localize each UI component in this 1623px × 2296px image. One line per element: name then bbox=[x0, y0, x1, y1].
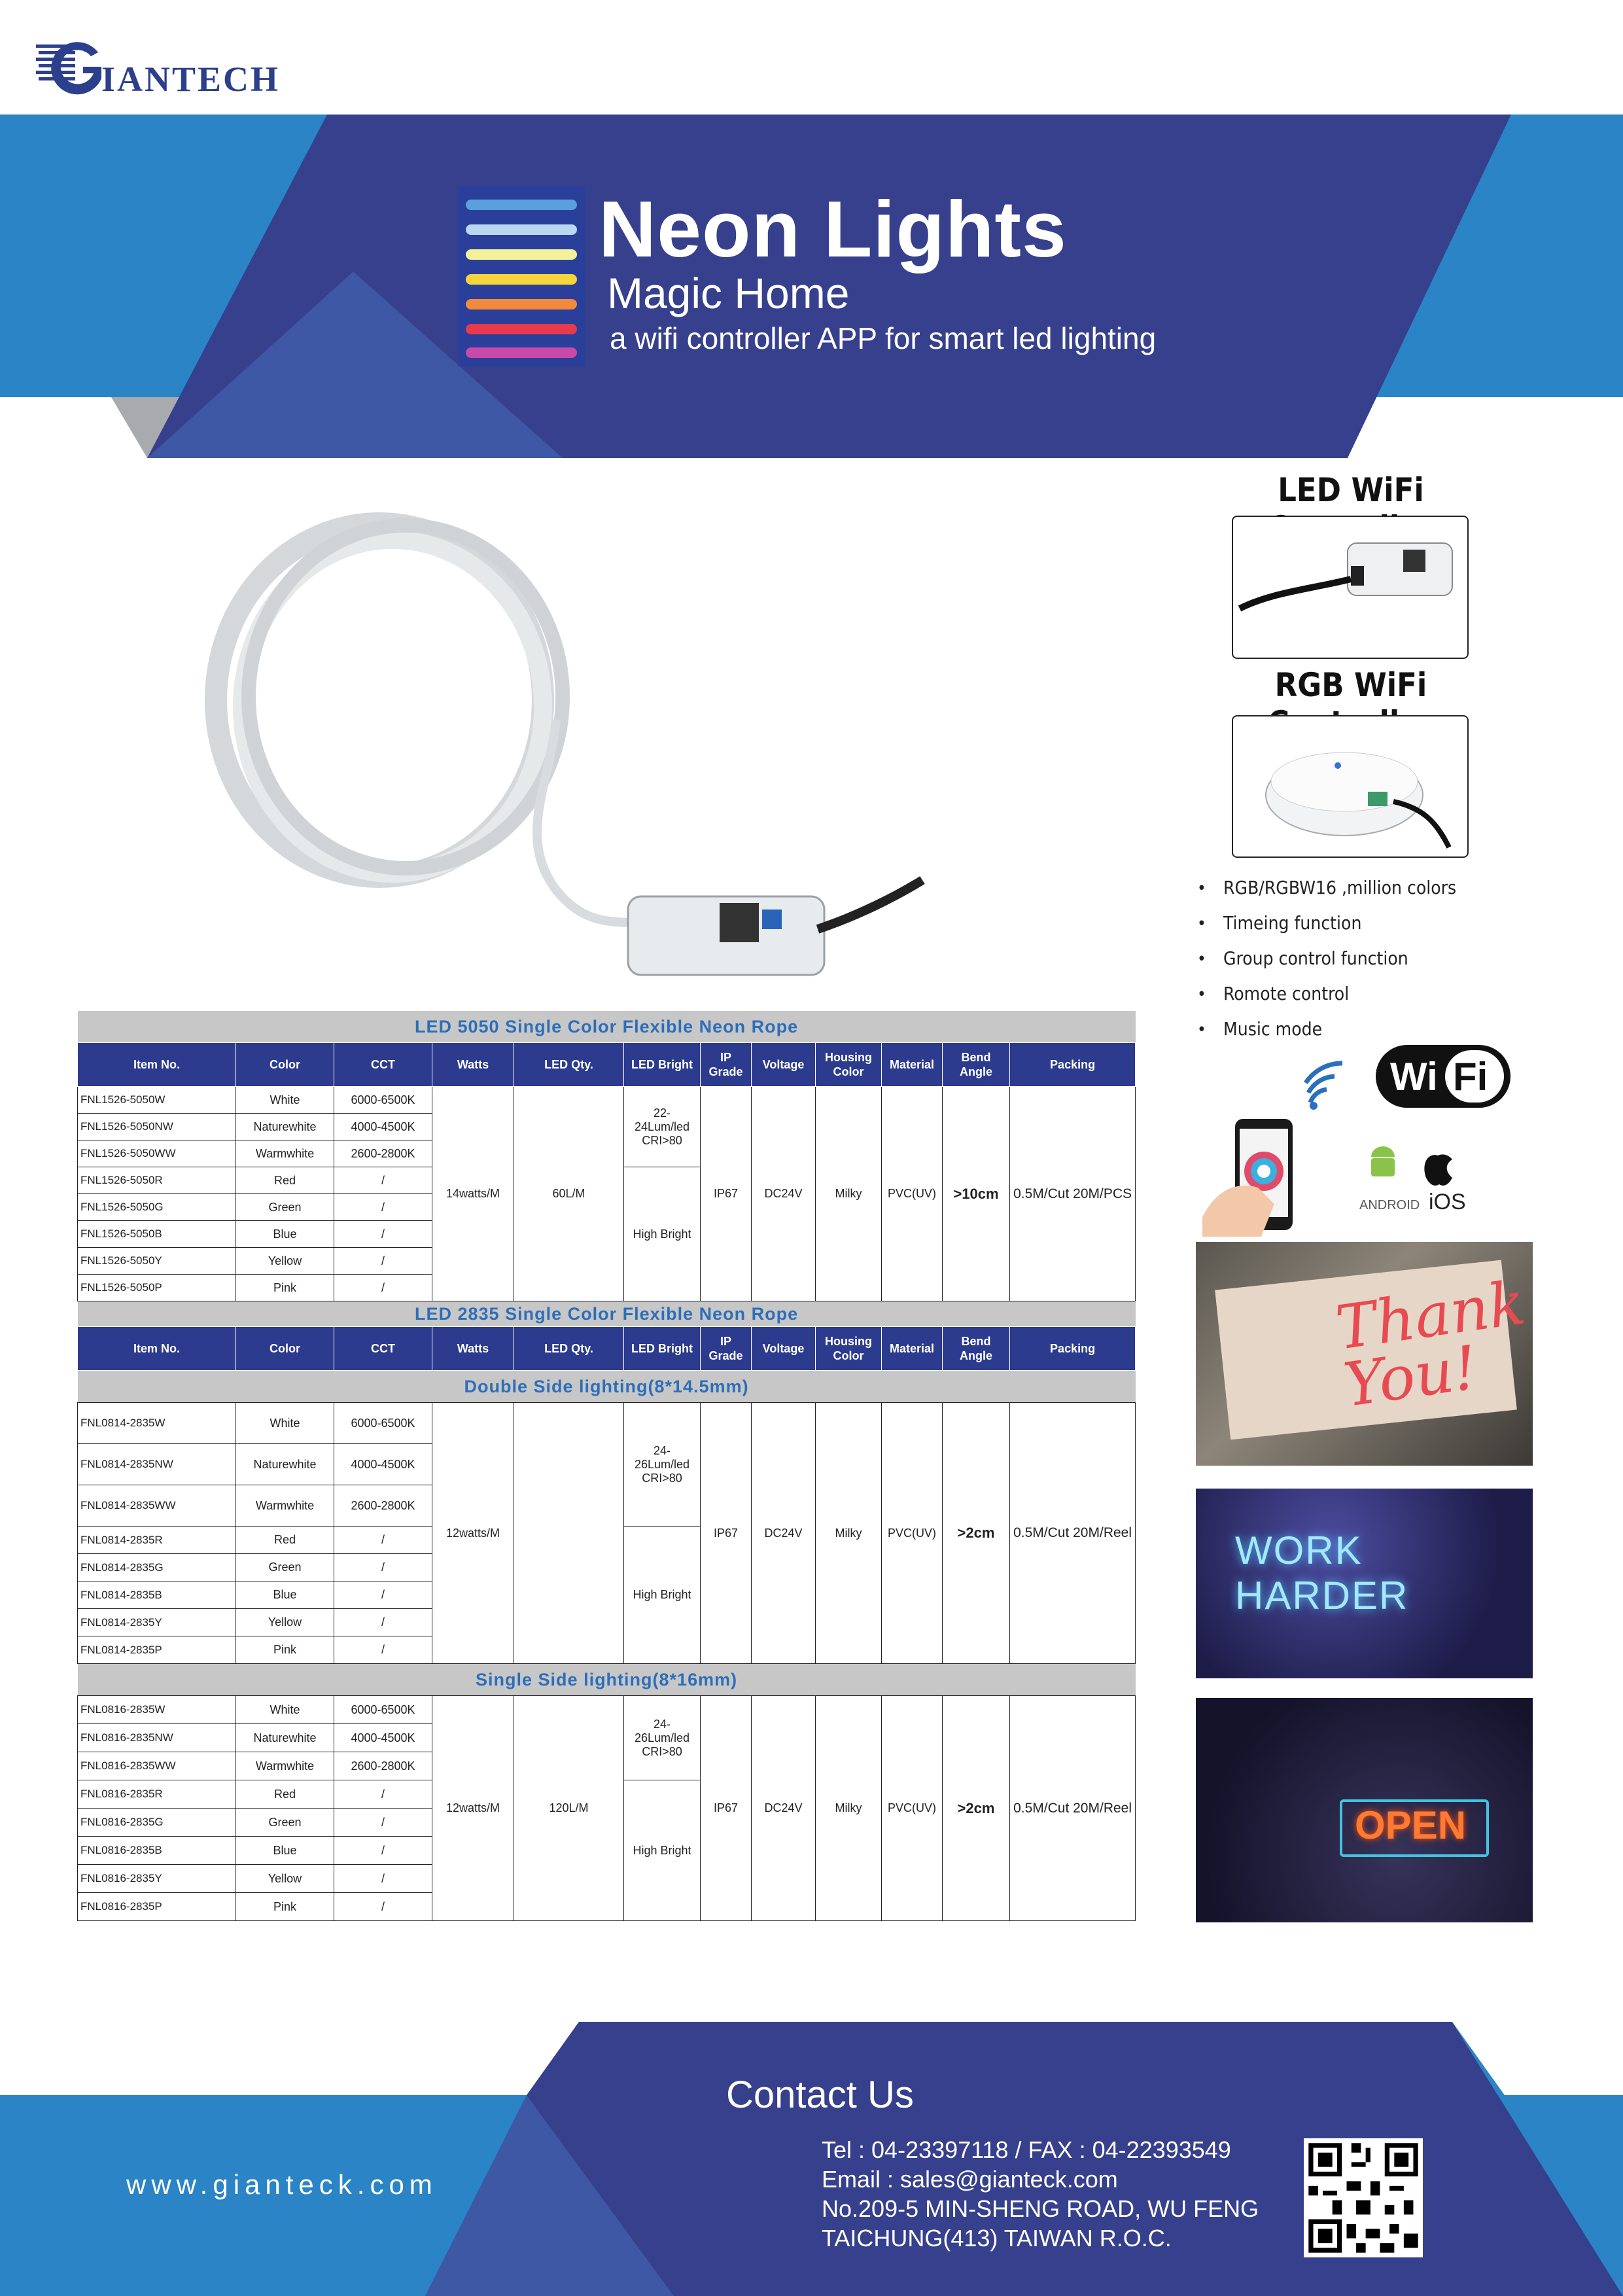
item-no: FNL0814-2835Y bbox=[78, 1609, 236, 1636]
ip-grade: IP67 bbox=[701, 1403, 752, 1664]
item-no: FNL1526-5050B bbox=[78, 1221, 236, 1248]
section-caption: LED 5050 Single Color Flexible Neon Rope bbox=[78, 1011, 1136, 1043]
color: Blue bbox=[236, 1221, 334, 1248]
col-header: Material bbox=[882, 1327, 943, 1371]
neon-photo-work-harder bbox=[1196, 1489, 1533, 1678]
color: Red bbox=[236, 1167, 334, 1194]
watts: 12watts/M bbox=[432, 1696, 514, 1921]
packing: 0.5M/Cut 20M/Reel bbox=[1010, 1403, 1136, 1664]
col-header: IP Grade bbox=[701, 1327, 752, 1371]
neon-strips-icon bbox=[458, 186, 585, 366]
item-no: FNL0816-2835W bbox=[78, 1696, 236, 1724]
table-row bbox=[78, 1696, 1136, 1724]
color: Warmwhite bbox=[236, 1752, 334, 1780]
color: Red bbox=[236, 1780, 334, 1809]
housing-color: Milky bbox=[816, 1403, 882, 1664]
qr-code-icon bbox=[1304, 2138, 1423, 2257]
photo-text-work-harder: WORK HARDER bbox=[1235, 1528, 1409, 1617]
led-controller-icon bbox=[1233, 517, 1467, 658]
contact-email[interactable]: Email : sales@gianteck.com bbox=[822, 2166, 1118, 2193]
table-row bbox=[78, 1087, 1136, 1114]
color: Naturewhite bbox=[236, 1444, 334, 1485]
housing-color: Milky bbox=[816, 1087, 882, 1301]
cct: / bbox=[334, 1636, 432, 1664]
col-header: Material bbox=[882, 1043, 943, 1087]
cct: / bbox=[334, 1248, 432, 1275]
col-header: Housing Color bbox=[816, 1327, 882, 1371]
feature-item: • Timeing function bbox=[1197, 906, 1456, 941]
neon-photo-open bbox=[1196, 1698, 1533, 1922]
website-link[interactable]: www.gianteck.com bbox=[126, 2169, 438, 2200]
bend-angle: >10cm bbox=[943, 1087, 1010, 1301]
cct: / bbox=[334, 1221, 432, 1248]
logo-g-icon bbox=[36, 33, 108, 98]
ios-label: iOS bbox=[1429, 1190, 1466, 1214]
led-bright: 24-26Lum/led CRI>80 bbox=[624, 1403, 701, 1527]
color: Yellow bbox=[236, 1609, 334, 1636]
item-no: FNL1526-5050Y bbox=[78, 1248, 236, 1275]
wifi-badge-right: Fi bbox=[1453, 1055, 1488, 1099]
color: White bbox=[236, 1403, 334, 1444]
color: Green bbox=[236, 1554, 334, 1581]
item-no: FNL1526-5050P bbox=[78, 1275, 236, 1301]
item-no: FNL0816-2835P bbox=[78, 1893, 236, 1921]
cct: 2600-2800K bbox=[334, 1752, 432, 1780]
packing: 0.5M/Cut 20M/PCS bbox=[1010, 1087, 1136, 1301]
item-no: FNL0814-2835NW bbox=[78, 1444, 236, 1485]
color: Green bbox=[236, 1809, 334, 1837]
color: Yellow bbox=[236, 1248, 334, 1275]
subsection-caption: Single Side lighting(8*16mm) bbox=[78, 1664, 1136, 1696]
cct: 6000-6500K bbox=[334, 1696, 432, 1724]
col-header: LED Bright bbox=[624, 1043, 701, 1087]
col-header: Color bbox=[236, 1327, 334, 1371]
col-header: LED Qty. bbox=[514, 1043, 624, 1087]
logo-text: IANTECH bbox=[101, 60, 281, 99]
cct: / bbox=[334, 1780, 432, 1809]
rgb-wifi-controller-title: RGB WiFi bbox=[1274, 666, 1427, 704]
item-no: FNL0816-2835B bbox=[78, 1837, 236, 1865]
col-header: Packing bbox=[1010, 1043, 1136, 1087]
housing-color: Milky bbox=[816, 1696, 882, 1921]
page-title: Neon Lights bbox=[599, 185, 1067, 274]
contact-address-line2: TAICHUNG(413) TAIWAN R.O.C. bbox=[822, 2225, 1172, 2252]
voltage: DC24V bbox=[752, 1087, 816, 1301]
col-header: CCT bbox=[334, 1043, 432, 1087]
cct: 2600-2800K bbox=[334, 1140, 432, 1167]
color: Blue bbox=[236, 1837, 334, 1865]
item-no: FNL0816-2835R bbox=[78, 1780, 236, 1809]
feature-item: • Romote control bbox=[1197, 976, 1456, 1012]
col-header: Voltage bbox=[752, 1043, 816, 1087]
col-header: IP Grade bbox=[701, 1043, 752, 1087]
led-qty bbox=[514, 1403, 624, 1664]
watts: 12watts/M bbox=[432, 1403, 514, 1664]
ip-grade: IP67 bbox=[701, 1087, 752, 1301]
android-label: ANDROID bbox=[1359, 1198, 1420, 1212]
item-no: FNL1526-5050NW bbox=[78, 1114, 236, 1140]
subsection-caption: Double Side lighting(8*14.5mm) bbox=[78, 1371, 1136, 1403]
color: Naturewhite bbox=[236, 1114, 334, 1140]
col-header: Item No. bbox=[78, 1043, 236, 1087]
wifi-signal-icon bbox=[1310, 1089, 1327, 1103]
cct: 4000-4500K bbox=[334, 1114, 432, 1140]
item-no: FNL1526-5050G bbox=[78, 1194, 236, 1221]
led-bright: High Bright bbox=[624, 1527, 701, 1664]
color: White bbox=[236, 1087, 334, 1114]
col-header: Bend Angle bbox=[943, 1043, 1010, 1087]
col-header: Housing Color bbox=[816, 1043, 882, 1087]
page-tagline: a wifi controller APP for smart led lighting bbox=[610, 321, 1157, 355]
feature-item: • RGB/RGBW16 ,million colors bbox=[1197, 870, 1456, 906]
voltage: DC24V bbox=[752, 1696, 816, 1921]
ip-grade: IP67 bbox=[701, 1696, 752, 1921]
color: Naturewhite bbox=[236, 1724, 334, 1752]
led-wifi-controller-image bbox=[1232, 516, 1469, 659]
col-header: Watts bbox=[432, 1327, 514, 1371]
cct: / bbox=[334, 1893, 432, 1921]
wifi-badge bbox=[1376, 1045, 1510, 1108]
cct: 2600-2800K bbox=[334, 1485, 432, 1527]
col-header: Bend Angle bbox=[943, 1327, 1010, 1371]
cct: / bbox=[334, 1167, 432, 1194]
col-header: CCT bbox=[334, 1327, 432, 1371]
bend-angle: >2cm bbox=[943, 1696, 1010, 1921]
cct: / bbox=[334, 1194, 432, 1221]
led-wifi-controller-title: LED WiFi bbox=[1278, 471, 1424, 509]
item-no: FNL0814-2835G bbox=[78, 1554, 236, 1581]
col-header: LED Qty. bbox=[514, 1327, 624, 1371]
page-subtitle: Magic Home bbox=[607, 269, 850, 317]
contact-title: Contact Us bbox=[726, 2074, 914, 2116]
col-header: LED Bright bbox=[624, 1327, 701, 1371]
packing: 0.5M/Cut 20M/Reel bbox=[1010, 1696, 1136, 1921]
item-no: FNL1526-5050R bbox=[78, 1167, 236, 1194]
color: Warmwhite bbox=[236, 1140, 334, 1167]
spec-table bbox=[77, 1011, 1135, 1921]
contact-tel: Tel : 04-23397118 / FAX : 04-22393549 bbox=[822, 2136, 1231, 2163]
color: White bbox=[236, 1696, 334, 1724]
feature-item: • Group control function bbox=[1197, 941, 1456, 976]
item-no: FNL0816-2835WW bbox=[78, 1752, 236, 1780]
led-bright: 24-26Lum/led CRI>80 bbox=[624, 1696, 701, 1780]
col-header: Packing bbox=[1010, 1327, 1136, 1371]
item-no: FNL0814-2835B bbox=[78, 1581, 236, 1609]
bend-angle: >2cm bbox=[943, 1403, 1010, 1664]
feature-item: • Music mode bbox=[1197, 1012, 1456, 1047]
android-icon bbox=[1371, 1146, 1395, 1176]
rgb-wifi-controller-image bbox=[1232, 715, 1469, 858]
color: Blue bbox=[236, 1581, 334, 1609]
color: Yellow bbox=[236, 1865, 334, 1893]
item-no: FNL0816-2835NW bbox=[78, 1724, 236, 1752]
item-no: FNL0816-2835Y bbox=[78, 1865, 236, 1893]
cct: 6000-6500K bbox=[334, 1403, 432, 1444]
item-no: FNL1526-5050WW bbox=[78, 1140, 236, 1167]
table-row bbox=[78, 1403, 1136, 1444]
cct: / bbox=[334, 1609, 432, 1636]
cct: / bbox=[334, 1554, 432, 1581]
item-no: FNL0814-2835WW bbox=[78, 1485, 236, 1527]
feature-list bbox=[1197, 870, 1456, 1047]
watts: 14watts/M bbox=[432, 1087, 514, 1301]
contact-address-line1: No.209-5 MIN-SHENG ROAD, WU FENG bbox=[822, 2195, 1259, 2222]
color: Pink bbox=[236, 1636, 334, 1664]
neon-photo-thank-you bbox=[1196, 1242, 1533, 1466]
apple-icon bbox=[1424, 1154, 1452, 1186]
cct: / bbox=[334, 1809, 432, 1837]
led-qty: 60L/M bbox=[514, 1087, 624, 1301]
color: Red bbox=[236, 1527, 334, 1554]
cct: 6000-6500K bbox=[334, 1087, 432, 1114]
material: PVC(UV) bbox=[882, 1087, 943, 1301]
led-bright: High Bright bbox=[624, 1167, 701, 1301]
col-header: Color bbox=[236, 1043, 334, 1087]
cct: / bbox=[334, 1527, 432, 1554]
item-no: FNL0816-2835G bbox=[78, 1809, 236, 1837]
photo-text-open: OPEN bbox=[1355, 1803, 1467, 1847]
neon-rope-product-image bbox=[98, 471, 935, 1008]
color: Pink bbox=[236, 1275, 334, 1301]
cct: / bbox=[334, 1837, 432, 1865]
led-bright: 22-24Lum/led CRI>80 bbox=[624, 1087, 701, 1167]
color: Pink bbox=[236, 1893, 334, 1921]
led-bright: High Bright bbox=[624, 1780, 701, 1921]
item-no: FNL0814-2835R bbox=[78, 1527, 236, 1554]
item-no: FNL1526-5050W bbox=[78, 1087, 236, 1114]
led-qty: 120L/M bbox=[514, 1696, 624, 1921]
cct: / bbox=[334, 1275, 432, 1301]
col-header: Watts bbox=[432, 1043, 514, 1087]
photo-text-thank-you: Thank You! bbox=[1331, 1267, 1530, 1421]
cct: 4000-4500K bbox=[334, 1444, 432, 1485]
voltage: DC24V bbox=[752, 1403, 816, 1664]
cct: / bbox=[334, 1865, 432, 1893]
rgb-controller-icon bbox=[1233, 716, 1467, 857]
color: Warmwhite bbox=[236, 1485, 334, 1527]
item-no: FNL0814-2835P bbox=[78, 1636, 236, 1664]
item-no: FNL0814-2835W bbox=[78, 1403, 236, 1444]
col-header: Item No. bbox=[78, 1327, 236, 1371]
cct: / bbox=[334, 1581, 432, 1609]
company-logo bbox=[36, 33, 311, 98]
color: Green bbox=[236, 1194, 334, 1221]
material: PVC(UV) bbox=[882, 1403, 943, 1664]
wifi-badge-left: Wi bbox=[1390, 1055, 1438, 1099]
material: PVC(UV) bbox=[882, 1696, 943, 1921]
col-header: Voltage bbox=[752, 1327, 816, 1371]
cct: 4000-4500K bbox=[334, 1724, 432, 1752]
section-caption: LED 2835 Single Color Flexible Neon Rope bbox=[78, 1301, 1136, 1327]
